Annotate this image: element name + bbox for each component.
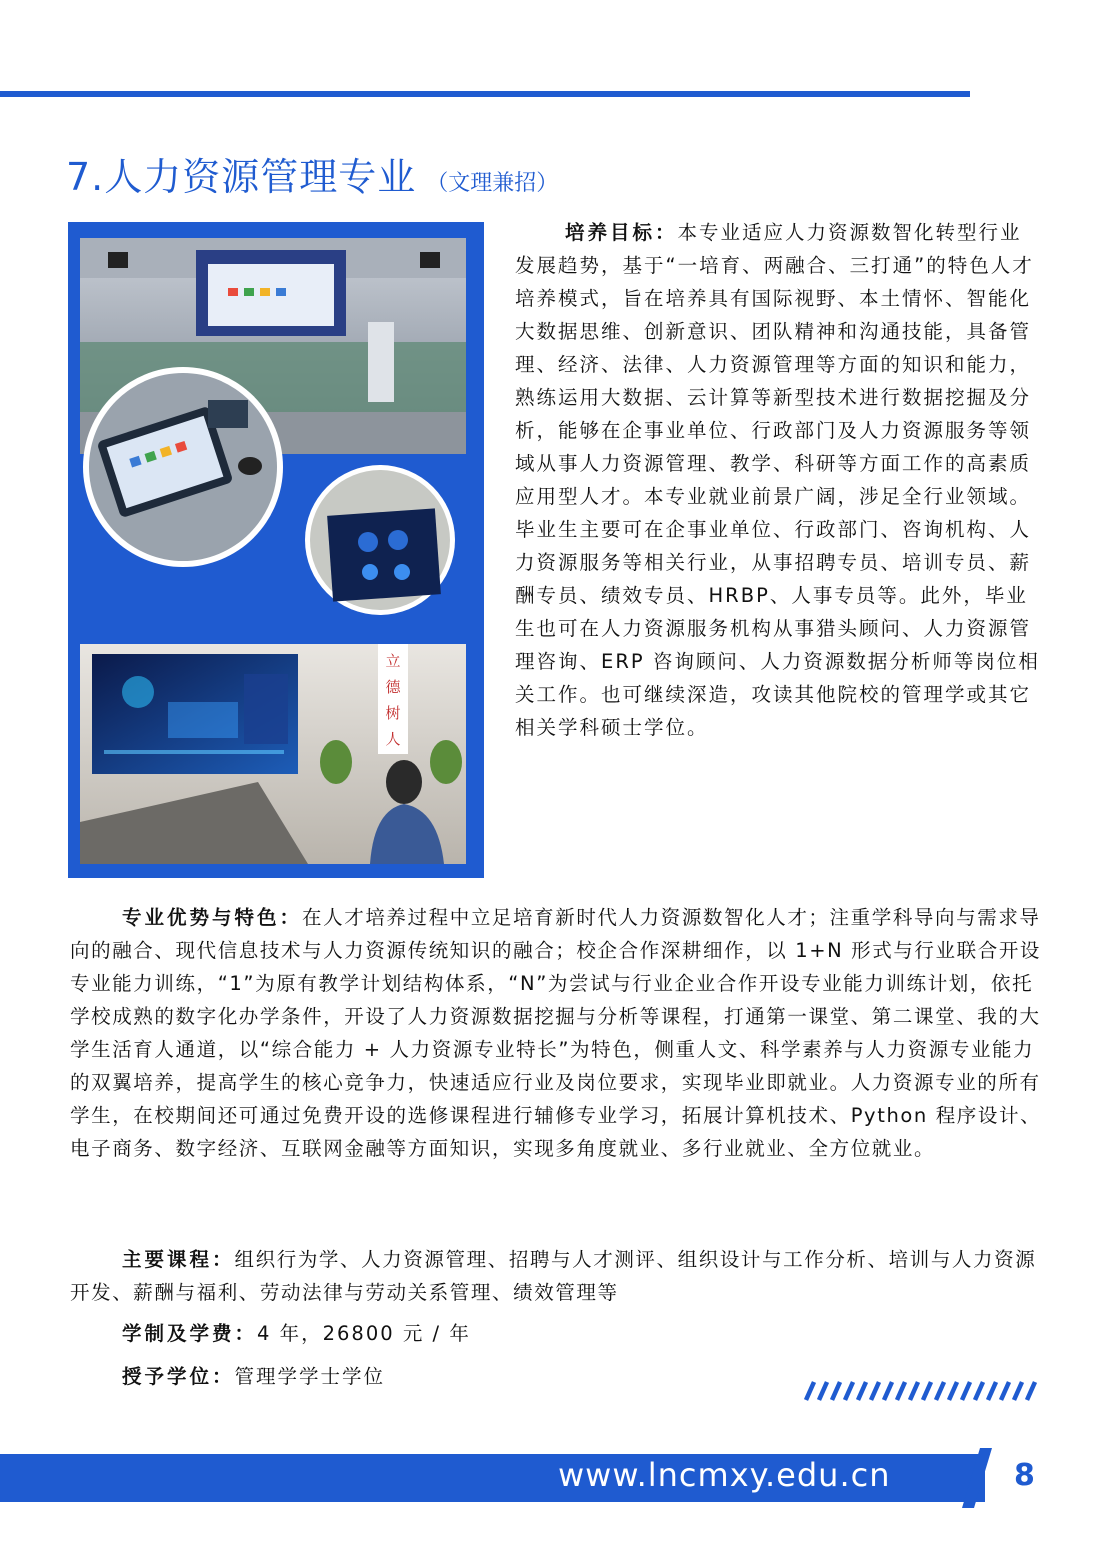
degree-line	[122, 1361, 385, 1389]
goal-label: 培养目标：	[565, 221, 678, 244]
goal-text: 本专业适应人力资源数智化转型行业发展趋势，基于“一培育、两融合、三打通”的特色人才培养模式，旨在培养具有国际视野、本土情怀、智能化大数据思维、创新意识、团队精神和沟通技能，具备管理、经济、法律、人力资源管理等方面的知识和能力，熟练运用大数据、云计算等新型技术进行数据挖掘及分析，能够在企事业单位、行政部门及人力资源服务等领域从事人力资源管理、教学、科研等方面工作的高素质应用型人才。本专业就业前景广阔，涉足全行业领域。毕业生主要可在企事业单位、行政部门、咨询机构、人力资源服务等相关行业，从事招聘专员、培训专员、薪酬专员、绩效专员、HRBP、人事专员等。此外，毕业生也可在人力资源服务机构从事猎头顾问、人力资源管理咨询、ERP 咨询顾问、人力资源数据分析师等岗位相关工作。也可继续深造，攻读其他院校的管理学或其它相关学科硕士学位。	[515, 221, 1040, 739]
top-rule	[0, 91, 970, 97]
sign-char-3: 树	[385, 704, 401, 722]
degree-text: 管理学学士学位	[234, 1365, 386, 1388]
sign-char-4: 人	[385, 730, 401, 748]
decorative-hatch	[802, 1380, 1038, 1402]
sign-char-1: 立	[385, 652, 401, 670]
collage-illustration	[68, 222, 484, 878]
courses-paragraph	[70, 1243, 1045, 1309]
advantages-paragraph	[70, 901, 1045, 1165]
page-number: 8	[1014, 1458, 1035, 1493]
page-title	[66, 146, 558, 201]
sign-char-2: 德	[385, 678, 401, 696]
footer-bar	[0, 1454, 1056, 1502]
advantages-label: 专业优势与特色：	[122, 906, 303, 929]
fees-line	[122, 1318, 471, 1346]
major-subtitle: （文理兼招）	[426, 171, 559, 196]
major-title: 7.人力资源管理专业	[66, 155, 417, 199]
website-link[interactable]: www.lncmxy.edu.cn	[558, 1456, 891, 1494]
footer-slash	[960, 1448, 994, 1508]
courses-label: 主要课程：	[122, 1248, 235, 1271]
courses-text: 组织行为学、人力资源管理、招聘与人才测评、组织设计与工作分析、培训与人力资源开发、薪酬与福利、劳动法律与劳动关系管理、绩效管理等	[70, 1248, 1037, 1304]
advantages-text: 在人才培养过程中立足培育新时代人力资源数智化人才；注重学科导向与需求导向的融合、现代信息技术与人力资源传统知识的融合；校企合作深耕细作，以 1+N 形式与行业联合开设专业能力训练，“1”为原有教学计划结构体系，“N”为尝试与行业企业合作开设专业能力训练计划，依托学校成熟的数字化办学条件，开设了人力资源数据挖掘与分析等课程，打通第一课堂、第二课堂、我的大学生活育人通道，以“综合能力 + 人力资源专业特长”为特色，侧重人文、科学素养与人力资源专业能力的双翼培养，提高学生的核心竞争力，快速适应行业及岗位要求，实现毕业即就业。人力资源专业的所有学生，在校期间还可通过免费开设的选修课程进行辅修专业学习，拓展计算机技术、Python 程序设计、电子商务、数字经济、互联网金融等方面知识，实现多角度就业、多行业就业、全方位就业。	[70, 906, 1042, 1160]
fees-label: 学制及学费：	[122, 1322, 258, 1345]
fees-text: 4 年，26800 元 / 年	[257, 1322, 471, 1345]
goal-paragraph	[515, 216, 1043, 744]
degree-label: 授予学位：	[122, 1365, 235, 1388]
photo-collage	[68, 222, 484, 878]
